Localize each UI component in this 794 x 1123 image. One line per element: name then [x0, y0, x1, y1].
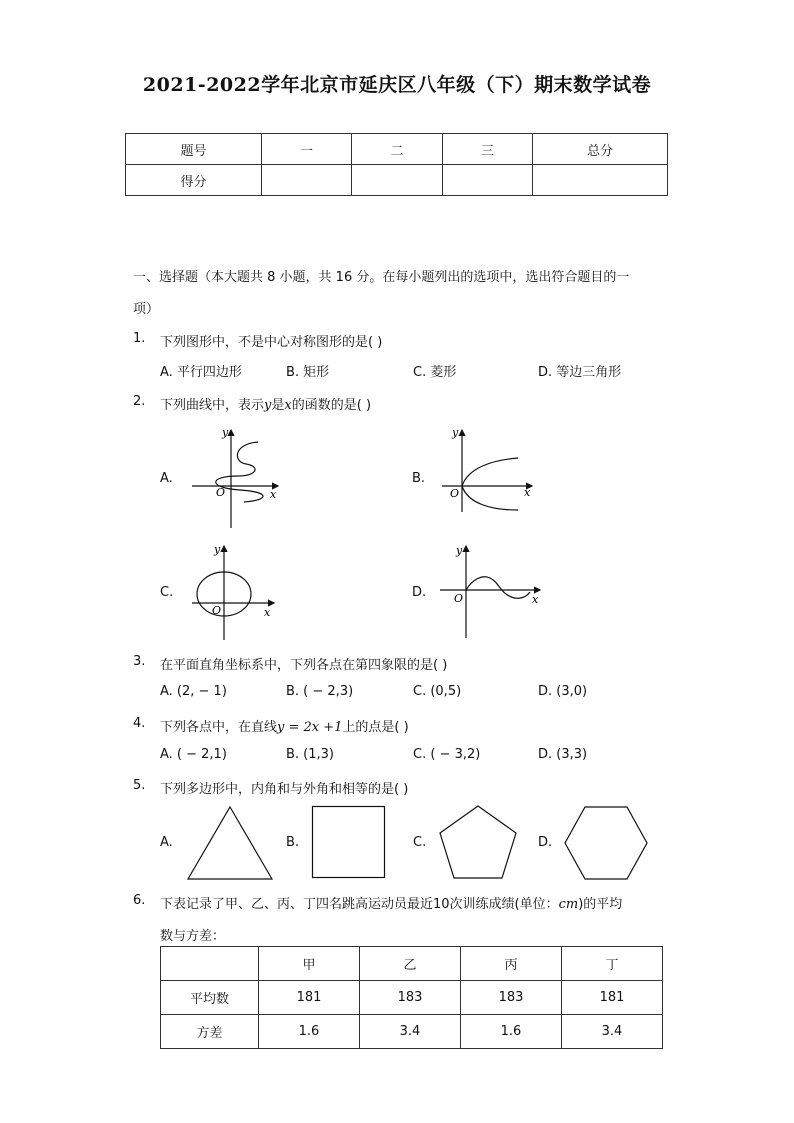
question-5-option-a: A. [160, 835, 173, 850]
question-1-number: 1. [133, 331, 146, 346]
question-4-number: 4. [133, 716, 146, 731]
line-equation: y = 2x +1 [277, 720, 343, 735]
graph-d-sine-wave [436, 542, 546, 642]
x-label: x [532, 593, 539, 606]
athlete-header-cell [161, 947, 259, 981]
question-4-option-d: D. (3,3) [538, 747, 588, 762]
question-4-text-post: 上的点是( ) [342, 720, 409, 735]
origin-label: O [454, 592, 464, 605]
question-5-number: 5. [133, 778, 146, 793]
question-4-option-b: B. (1,3) [286, 747, 335, 762]
curve [466, 577, 530, 599]
question-5-option-d: D. [538, 835, 553, 850]
question-6-number: 6. [133, 893, 146, 908]
section-heading-line2: 项） [133, 302, 160, 317]
question-3-text: 在平面直角坐标系中，下列各点在第四象限的是( ) [160, 658, 448, 673]
pentagon-shape [437, 804, 519, 880]
table-row [161, 981, 663, 1015]
question-3-option-d: D. (3,0) [538, 684, 588, 699]
question-6-text-pre: 下表记录了甲、乙、丙、丁四名跳高运动员最近10次训练成绩(单位： [160, 897, 559, 912]
question-1-option-a: A. 平行四边形 [160, 365, 242, 380]
question-4-text-pre: 下列各点中，在直线 [160, 720, 278, 735]
question-2-option-c: C. [160, 585, 174, 600]
athlete-table [160, 946, 663, 1049]
origin-label: O [212, 604, 222, 617]
score-header-cell: 二 [352, 134, 443, 165]
question-2-number: 2. [133, 394, 146, 409]
table-cell: 181 [259, 981, 360, 1015]
score-table-score-row [126, 165, 668, 196]
table-cell: 3.4 [562, 1015, 663, 1049]
question-1-text: 下列图形中，不是中心对称图形的是( ) [160, 335, 383, 350]
row-label: 方差 [161, 1015, 259, 1049]
question-2-text-pre: 下列曲线中，表示 [160, 398, 265, 413]
x-label: x [270, 488, 277, 501]
score-table-header-row [126, 134, 668, 165]
question-2-option-b: B. [412, 471, 426, 486]
triangle-shape [186, 805, 274, 881]
variable-x: x [284, 398, 292, 413]
question-4-option-c: C. ( − 3,2) [413, 747, 481, 762]
question-5-text: 下列多边形中，内角和与外角和相等的是( ) [160, 782, 409, 797]
question-2-text [160, 394, 371, 413]
x-label: x [264, 606, 271, 619]
question-6-text [160, 893, 622, 912]
score-header-cell: 总分 [533, 134, 668, 165]
origin-label: O [450, 487, 460, 500]
table-cell: 1.6 [461, 1015, 562, 1049]
question-2-text-post: 的函数的是( ) [291, 398, 372, 413]
question-2-option-d: D. [412, 585, 427, 600]
table-cell: 181 [562, 981, 663, 1015]
table-cell: 3.4 [360, 1015, 461, 1049]
table-cell: 1.6 [259, 1015, 360, 1049]
origin-label: O [216, 486, 226, 499]
question-2-option-a: A. [160, 471, 173, 486]
score-header-cell: 一 [262, 134, 352, 165]
hexagon-shape [563, 805, 649, 881]
square-shape [311, 805, 387, 879]
question-3-option-c: C. (0,5) [413, 684, 462, 699]
question-6-text-post: )的平均 [578, 897, 623, 912]
athlete-header-cell: 丁 [562, 947, 663, 981]
table-row [161, 1015, 663, 1049]
question-3-option-b: B. ( − 2,3) [286, 684, 354, 699]
graph-b-sideways-parabola [432, 424, 542, 514]
question-5-option-c: C. [413, 835, 427, 850]
y-label: y [214, 543, 221, 556]
x-label: x [524, 486, 531, 499]
question-1-option-b: B. 矩形 [286, 365, 330, 380]
variable-y: y [264, 398, 272, 413]
question-1-option-d: D. 等边三角形 [538, 365, 622, 380]
question-4-text [160, 716, 409, 735]
y-label: y [452, 426, 459, 439]
question-5-option-b: B. [286, 835, 300, 850]
athlete-header-cell: 乙 [360, 947, 461, 981]
table-cell: 183 [360, 981, 461, 1015]
graph-c-circle [188, 542, 288, 642]
curve [462, 458, 518, 510]
athlete-table-header-row [161, 947, 663, 981]
y-label: y [456, 544, 463, 557]
question-4-option-a: A. ( − 2,1) [160, 747, 227, 762]
unit-cm: cm [558, 897, 579, 912]
question-6-text-line2: 数与方差： [160, 929, 226, 944]
athlete-header-cell: 丙 [461, 947, 562, 981]
question-3-number: 3. [133, 654, 146, 669]
page-title: 2021-2022学年北京市延庆区八年级（下）期末数学试卷 [142, 74, 652, 96]
question-1-option-c: C. 菱形 [413, 365, 457, 380]
score-row-label: 得分 [126, 165, 262, 196]
score-header-cell: 题号 [126, 134, 262, 165]
score-cell [352, 165, 443, 196]
table-cell: 183 [461, 981, 562, 1015]
question-2-text-mid: 是 [271, 398, 285, 413]
score-cell [443, 165, 533, 196]
score-table [125, 133, 668, 196]
score-header-cell: 三 [443, 134, 533, 165]
graph-a-s-curve [178, 424, 288, 530]
section-heading-line1: 一、选择题（本大题共 8 小题，共 16 分。在每小题列出的选项中，选出符合题目的一 [133, 270, 630, 285]
athlete-header-cell: 甲 [259, 947, 360, 981]
y-label: y [222, 426, 229, 439]
score-cell [262, 165, 352, 196]
row-label: 平均数 [161, 981, 259, 1015]
question-3-option-a: A. (2, − 1) [160, 684, 227, 699]
score-cell [533, 165, 668, 196]
